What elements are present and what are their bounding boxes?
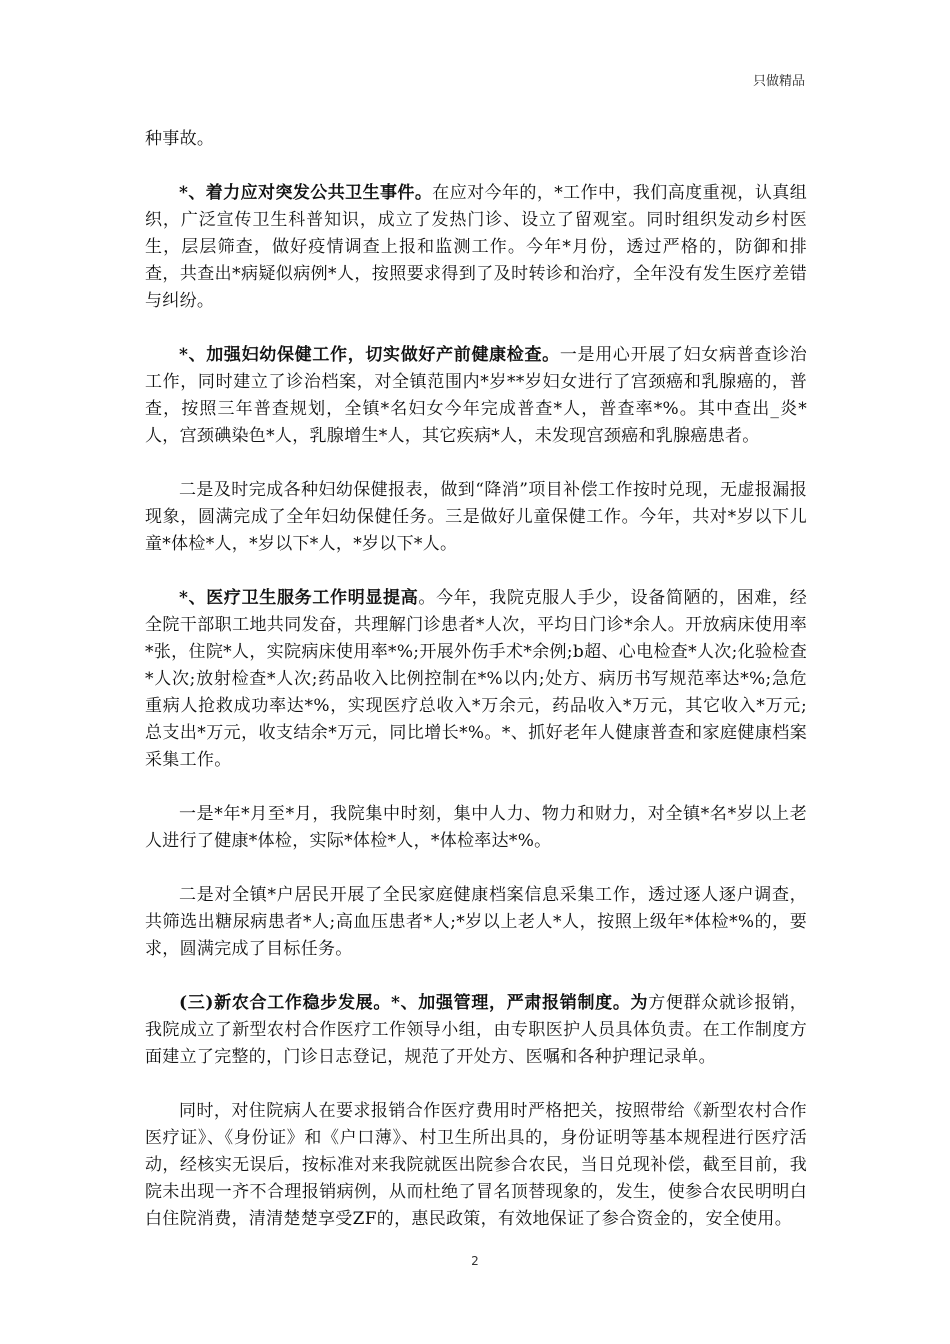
paragraph-3-heading: *、加强妇幼保健工作，切实做好产前健康检查。 bbox=[179, 345, 560, 365]
paragraph-3 bbox=[145, 342, 807, 450]
paragraph-5-heading: *、医疗卫生服务工作明显提高 bbox=[179, 588, 419, 608]
paragraph-8-text: 方便群众就诊报销，我院成立了新型农村合作医疗工作领导小组，由专职医护人员具体负责。在工作制度方面建立了完整的，门诊日志登记，规范了开处方、医嘱和各种护理记录单。 bbox=[145, 993, 807, 1067]
paragraph-1-text: 种事故。 bbox=[145, 129, 215, 149]
paragraph-2-text: 在应对今年的，*工作中，我们高度重视，认真组织，广泛宣传卫生科普知识，成立了发热门诊、设立了留观室。同时组织发动乡村医生，层层筛查，做好疫情调查上报和监测工作。今年*月份，透过严格的，防御和排查，共查出*病疑似病例*人，按照要求得到了及时转诊和治疗，全年没有发生医疗差错与纠纷。 bbox=[145, 183, 807, 311]
paragraph-7 bbox=[145, 882, 807, 963]
page-header: 只做精品 bbox=[752, 74, 805, 89]
paragraph-2-heading: *、着力应对突发公共卫生事件。 bbox=[179, 183, 433, 203]
paragraph-9 bbox=[145, 1098, 807, 1233]
paragraph-5 bbox=[145, 585, 807, 774]
paragraph-8 bbox=[145, 990, 807, 1071]
paragraph-6-text: 一是*年*月至*月，我院集中时刻，集中人力、物力和财力，对全镇*名*岁以上老人进行了健康*体检，实际*体检*人，*体检率达*%。 bbox=[145, 804, 807, 851]
paragraph-9-text: 同时，对住院病人在要求报销合作医疗费用时严格把关，按照带给《新型农村合作医疗证》、《身份证》和《户口薄》、村卫生所出具的，身份证明等基本规程进行医疗活动，经核实无误后，按标准对来我院就医出院参合农民，当日兑现补偿，截至目前，我院未出现一齐不合理报销病例，从而杜绝了冒名顶替现象的，发生，使参合农民明明白白住院消费，清清楚楚享受ZF的，惠民政策，有效地保证了参合资金的，安全使用。 bbox=[145, 1101, 807, 1229]
paragraph-5-text: 。今年，我院克服人手少，设备简陋的，困难，经全院干部职工地共同发奋，共理解门诊患者*人次，平均日门诊*余人。开放病床使用率*张，住院*人，实院病床使用率*%;开展外伤手术*余例;b超、心电检查*人次;化验检查*人次;放射检查*人次;药品收入比例控制在*%以内;处方、病历书写规范率达*%;急危重病人抢救成功率达*%，实现医疗总收入*万余元，药品收入*万元，其它收入*万元;总支出*万元，收支结余*万元，同比增长*%。*、抓好老年人健康普查和家庭健康档案采集工作。 bbox=[145, 588, 807, 770]
paragraph-7-text: 二是对全镇*户居民开展了全民家庭健康档案信息采集工作，透过逐人逐户调查，共筛选出糖尿病患者*人;高血压患者*人;*岁以上老人*人，按照上级年*体检*%的，要求，圆满完成了目标任务。 bbox=[145, 885, 807, 959]
paragraph-3-text: 一是用心开展了妇女病普查诊治工作，同时建立了诊治档案，对全镇范围内*岁**岁妇女进行了宫颈癌和乳腺癌的，普查，按照三年普查规划，全镇*名妇女今年完成普查*人，普查率*%。其中查出_炎*人，宫颈碘染色*人，乳腺增生*人，其它疾病*人，未发现宫颈癌和乳腺癌患者。 bbox=[145, 345, 807, 446]
paragraph-8-heading: (三)新农合工作稳步发展。*、加强管理，严肃报销制度。为 bbox=[179, 993, 649, 1013]
document-body bbox=[145, 126, 807, 1233]
paragraph-1 bbox=[145, 126, 807, 153]
paragraph-6 bbox=[145, 801, 807, 855]
paragraph-2 bbox=[145, 180, 807, 315]
paragraph-4-text: 二是及时完成各种妇幼保健报表，做到“降消”项目补偿工作按时兑现，无虚报漏报现象，圆满完成了全年妇幼保健任务。三是做好儿童保健工作。今年，共对*岁以下儿童*体检*人，*岁以下*人，*岁以下*人。 bbox=[145, 480, 807, 554]
paragraph-4 bbox=[145, 477, 807, 558]
page-number: 2 bbox=[471, 1254, 479, 1268]
